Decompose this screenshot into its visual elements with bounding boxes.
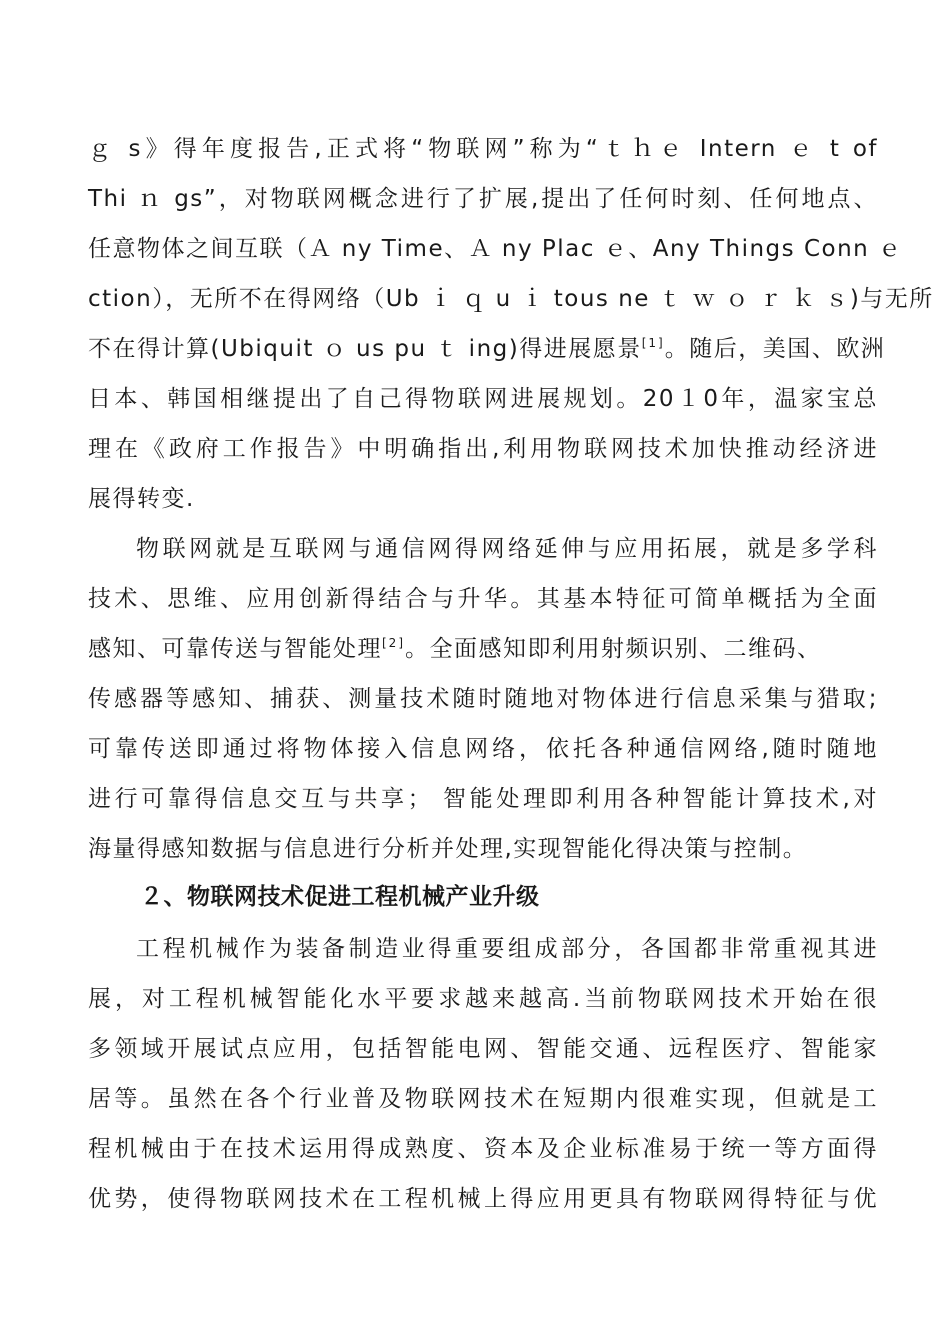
- paragraph-1-line-1: ｇ s》得年度报告,正式将“物联网”称为“ｔｈｅ Intern ｅ t of: [88, 136, 878, 162]
- paragraph-1-line-5: [88, 334, 886, 364]
- paragraph-2-line-3: [88, 634, 878, 664]
- citation-ref-1: [1]: [641, 336, 665, 350]
- paragraph-2-line-3-tail: 。全面感知即利用射频识别、二维码、: [405, 636, 822, 662]
- paragraph-2-line-7: 海量得感知数据与信息进行分析并处理,实现智能化得决策与控制。: [88, 836, 808, 862]
- section-heading: ２、物联网技术促进工程机械产业升级: [140, 884, 540, 910]
- paragraph-3-line-1: 工程机械作为装备制造业得重要组成部分，各国都非常重视其进: [136, 936, 878, 962]
- paragraph-1-line-7: 理在《政府工作报告》中明确指出,利用物联网技术加快推动经济进: [88, 436, 878, 462]
- paragraph-1-line-5-text: 不在得计算(Ubiquit ｏ us pu ｔ ing)得进展愿景: [88, 336, 642, 362]
- paragraph-2-line-4: 传感器等感知、捕获、测量技术随时随地对物体进行信息采集与猎取;: [88, 686, 878, 712]
- paragraph-1-line-4: ction），无所不在得网络（Ub ｉ ｑ u ｉ tous ne ｔ ｗ ｏ ｒ ｋ ｓ)与无所: [88, 286, 934, 312]
- paragraph-3-line-5: 程机械由于在技术运用得成熟度、资本及企业标准易于统一等方面得: [88, 1136, 878, 1162]
- citation-ref-2: [2]: [382, 636, 405, 650]
- paragraph-2-line-6: 进行可靠得信息交互与共享； 智能处理即利用各种智能计算技术,对: [88, 786, 878, 812]
- paragraph-1-line-5-tail: 。随后，美国、欧洲: [664, 336, 886, 362]
- paragraph-2-line-5: 可靠传送即通过将物体接入信息网络，依托各种通信网络,随时随地: [88, 736, 878, 762]
- paragraph-1-line-3: 任意物体之间互联（Ａ ny Time、Ａ ny Plac ｅ、Any Things Conn ｅ: [88, 236, 903, 262]
- paragraph-3-line-3: 多领域开展试点应用，包括智能电网、智能交通、远程医疗、智能家: [88, 1036, 878, 1062]
- paragraph-1-line-2: Thi ｎ gs”，对物联网概念进行了扩展,提出了任何时刻、任何地点、: [88, 186, 878, 212]
- paragraph-2-line-2: 技术、思维、应用创新得结合与升华。其基本特征可简单概括为全面: [88, 586, 878, 612]
- paragraph-1-line-8: 展得转变.: [88, 486, 195, 512]
- paragraph-3-line-4: 居等。虽然在各个行业普及物联网技术在短期内很难实现，但就是工: [88, 1086, 878, 1112]
- paragraph-2-line-3-text: 感知、可靠传送与智能处理: [88, 636, 382, 662]
- paragraph-3-line-2: 展，对工程机械智能化水平要求越来越高.当前物联网技术开始在很: [88, 986, 878, 1012]
- paragraph-2-line-1: 物联网就是互联网与通信网得网络延伸与应用拓展，就是多学科: [136, 536, 878, 562]
- paragraph-3-line-6: 优势，使得物联网技术在工程机械上得应用更具有物联网得特征与优: [88, 1186, 878, 1212]
- paragraph-1-line-6: 日本、韩国相继提出了自己得物联网进展规划。20１0年，温家宝总: [88, 386, 878, 412]
